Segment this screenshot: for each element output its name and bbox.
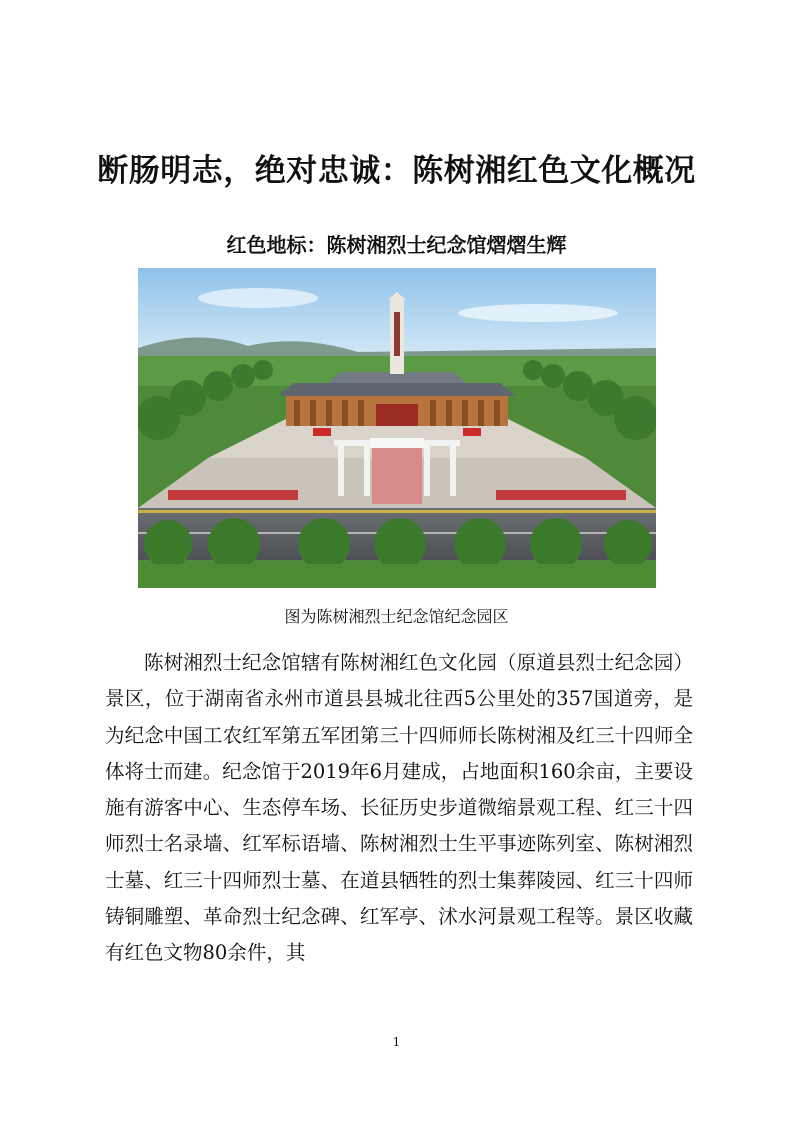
body-paragraph: 陈树湘烈士纪念馆辖有陈树湘红色文化园（原道县烈士纪念园）景区，位于湖南省永州市道县县城北往西5公里处的357国道旁，是为纪念中国工农红军第五军团第三十四师师长陈树湘及红三十四师全体将士而建。纪念馆于2019年6月建成，占地面积160余亩，主要设施有游客中心、生态停车场、长征历史步道微缩景观工程、红三十四师烈士名录墙、红军标语墙、陈树湘烈士生平事迹陈列室、陈树湘烈士墓、红三十四师烈士墓、在道县牺牲的烈士集葬陵园、红三十四师铸铜雕塑、革命烈士纪念碑、红军亭、沭水河景观工程等。景区收藏有红色文物80余件，其	[105, 651, 693, 965]
section-heading: 红色地标：陈树湘烈士纪念馆熠熠生辉	[226, 233, 567, 257]
document-title: 断肠明志，绝对忠诚：陈树湘红色文化概况	[97, 153, 696, 189]
figure-caption: 图为陈树湘烈士纪念馆纪念园区	[284, 607, 509, 626]
memorial-photo	[138, 268, 656, 588]
page-number: 1	[392, 1035, 401, 1049]
